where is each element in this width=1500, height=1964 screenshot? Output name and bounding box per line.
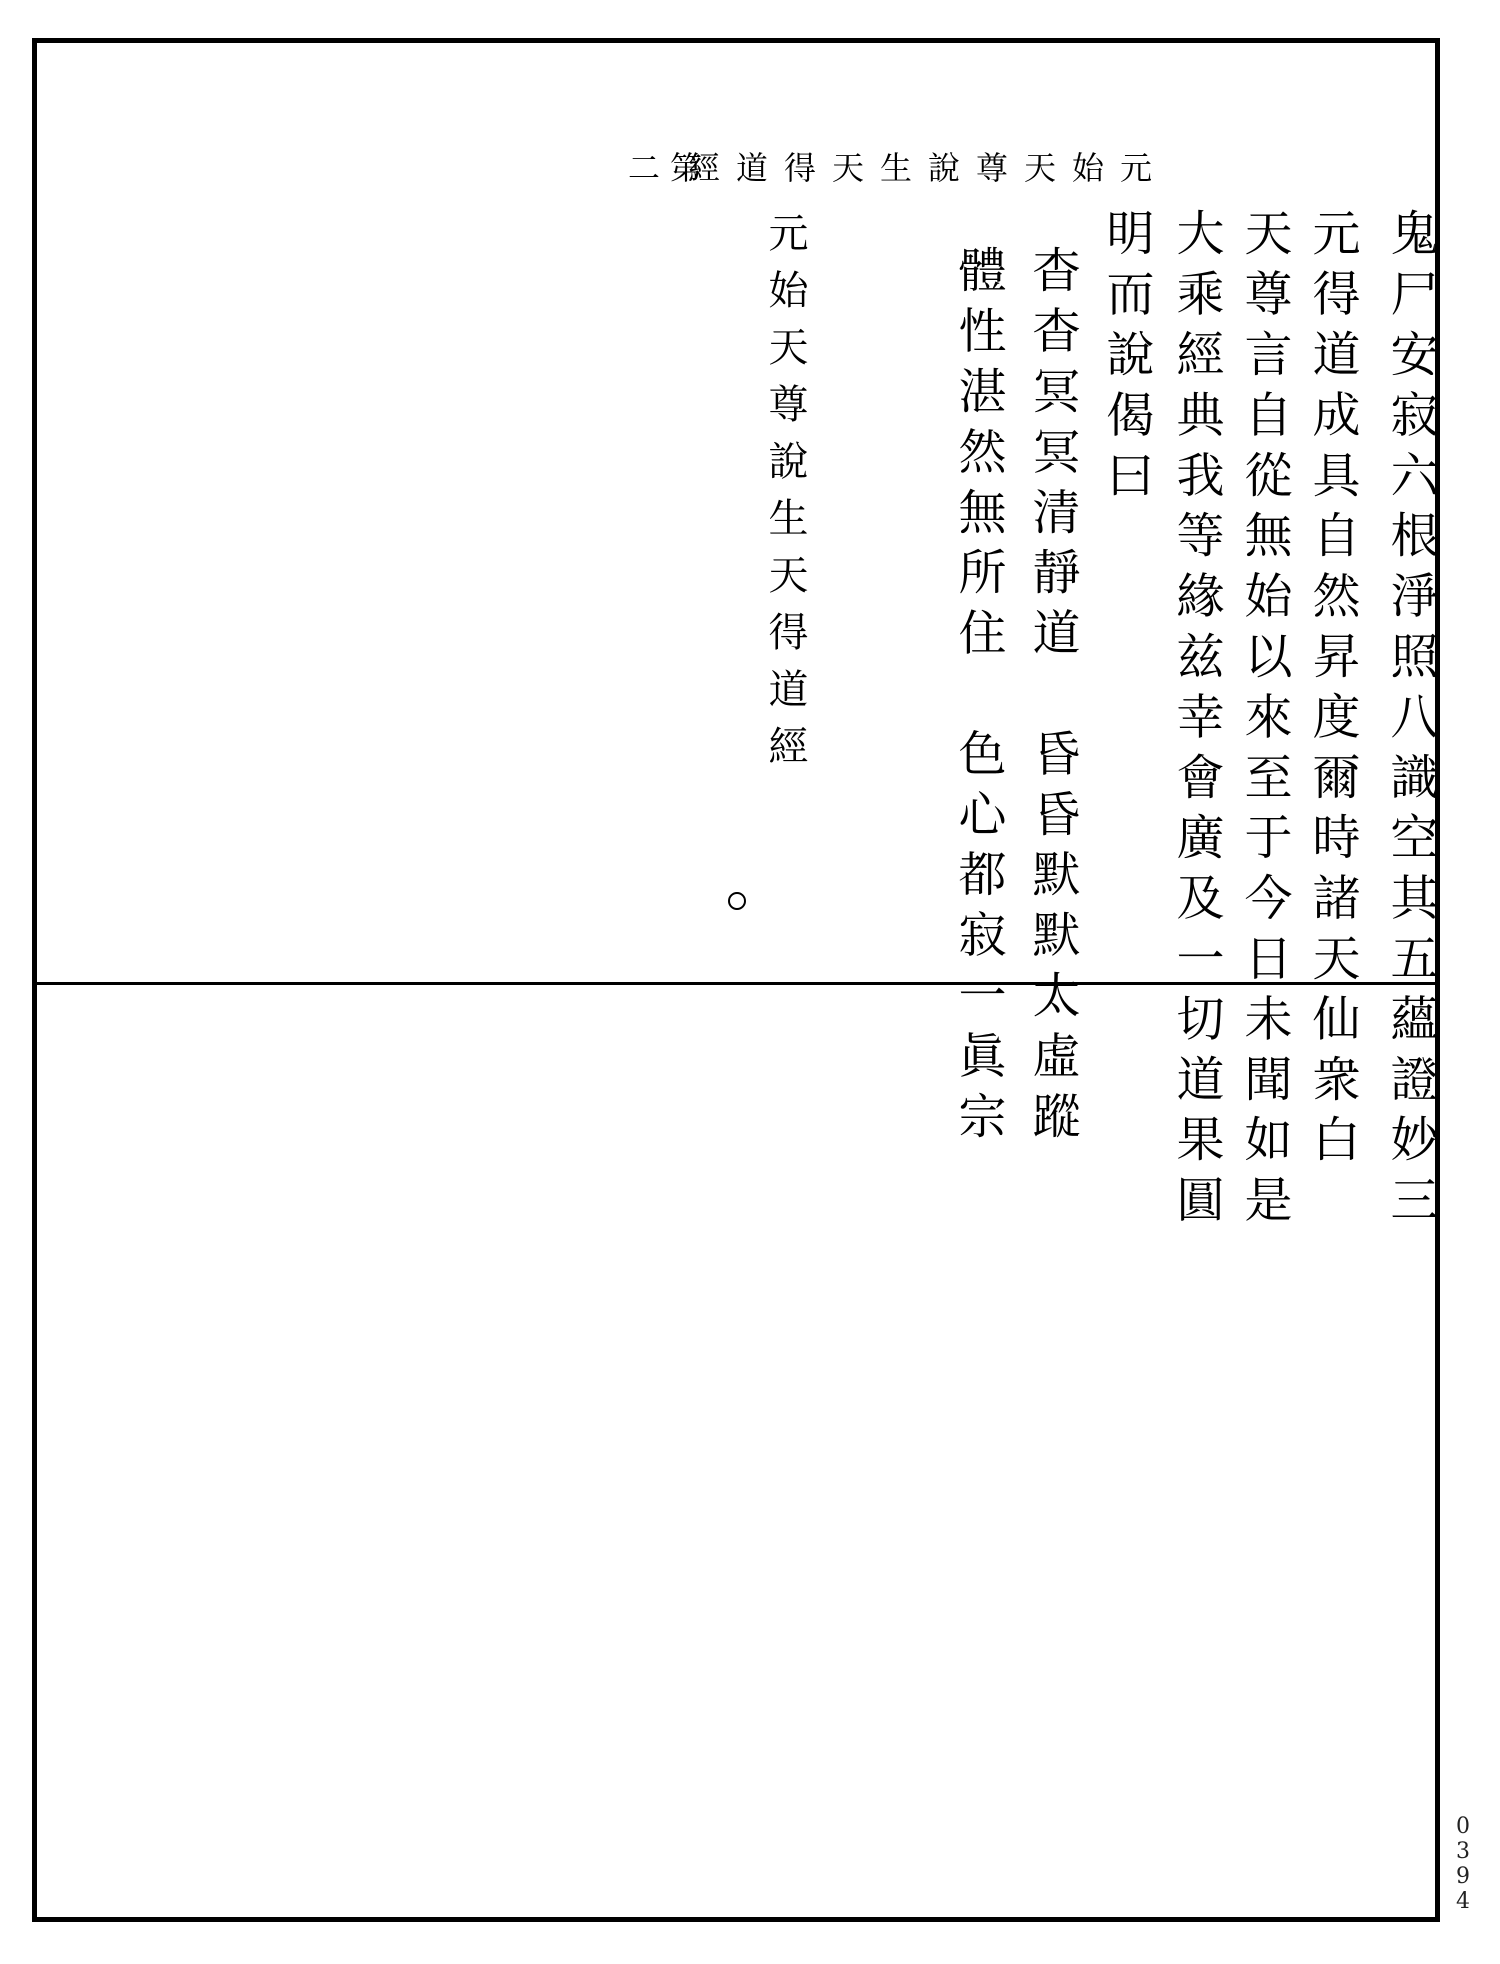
running-title: 元始天尊說生天得道經 (687, 149, 1168, 187)
body-column-1: 鬼尸安寂六根淨照八識空其五蘊證妙三 (1382, 208, 1438, 1235)
circle-mark-icon (728, 892, 746, 910)
section-marker: 第二 (627, 149, 712, 187)
body-column-3: 天尊言自從無始以來至于今日未聞如是 (1236, 208, 1292, 1235)
verse-line-2: 體性湛然無所住 色心都寂一眞宗 (950, 245, 1006, 1151)
body-column-4: 大乘經典我等緣兹幸會廣及一切道果圓 (1168, 208, 1224, 1235)
page-divider (32, 982, 1440, 985)
body-column-2: 元得道成具自然昇度爾時諸天仙衆白 (1304, 208, 1360, 1175)
body-column-5: 明而說偈曰 (1098, 208, 1154, 510)
end-title: 元始天尊說生天得道經 (762, 212, 808, 782)
verse-line-1: 杳杳冥冥清靜道 昏昏默默太虛蹤 (1024, 245, 1080, 1151)
page-border (32, 38, 1440, 1922)
page-number: 0394 (1456, 1814, 1470, 1914)
